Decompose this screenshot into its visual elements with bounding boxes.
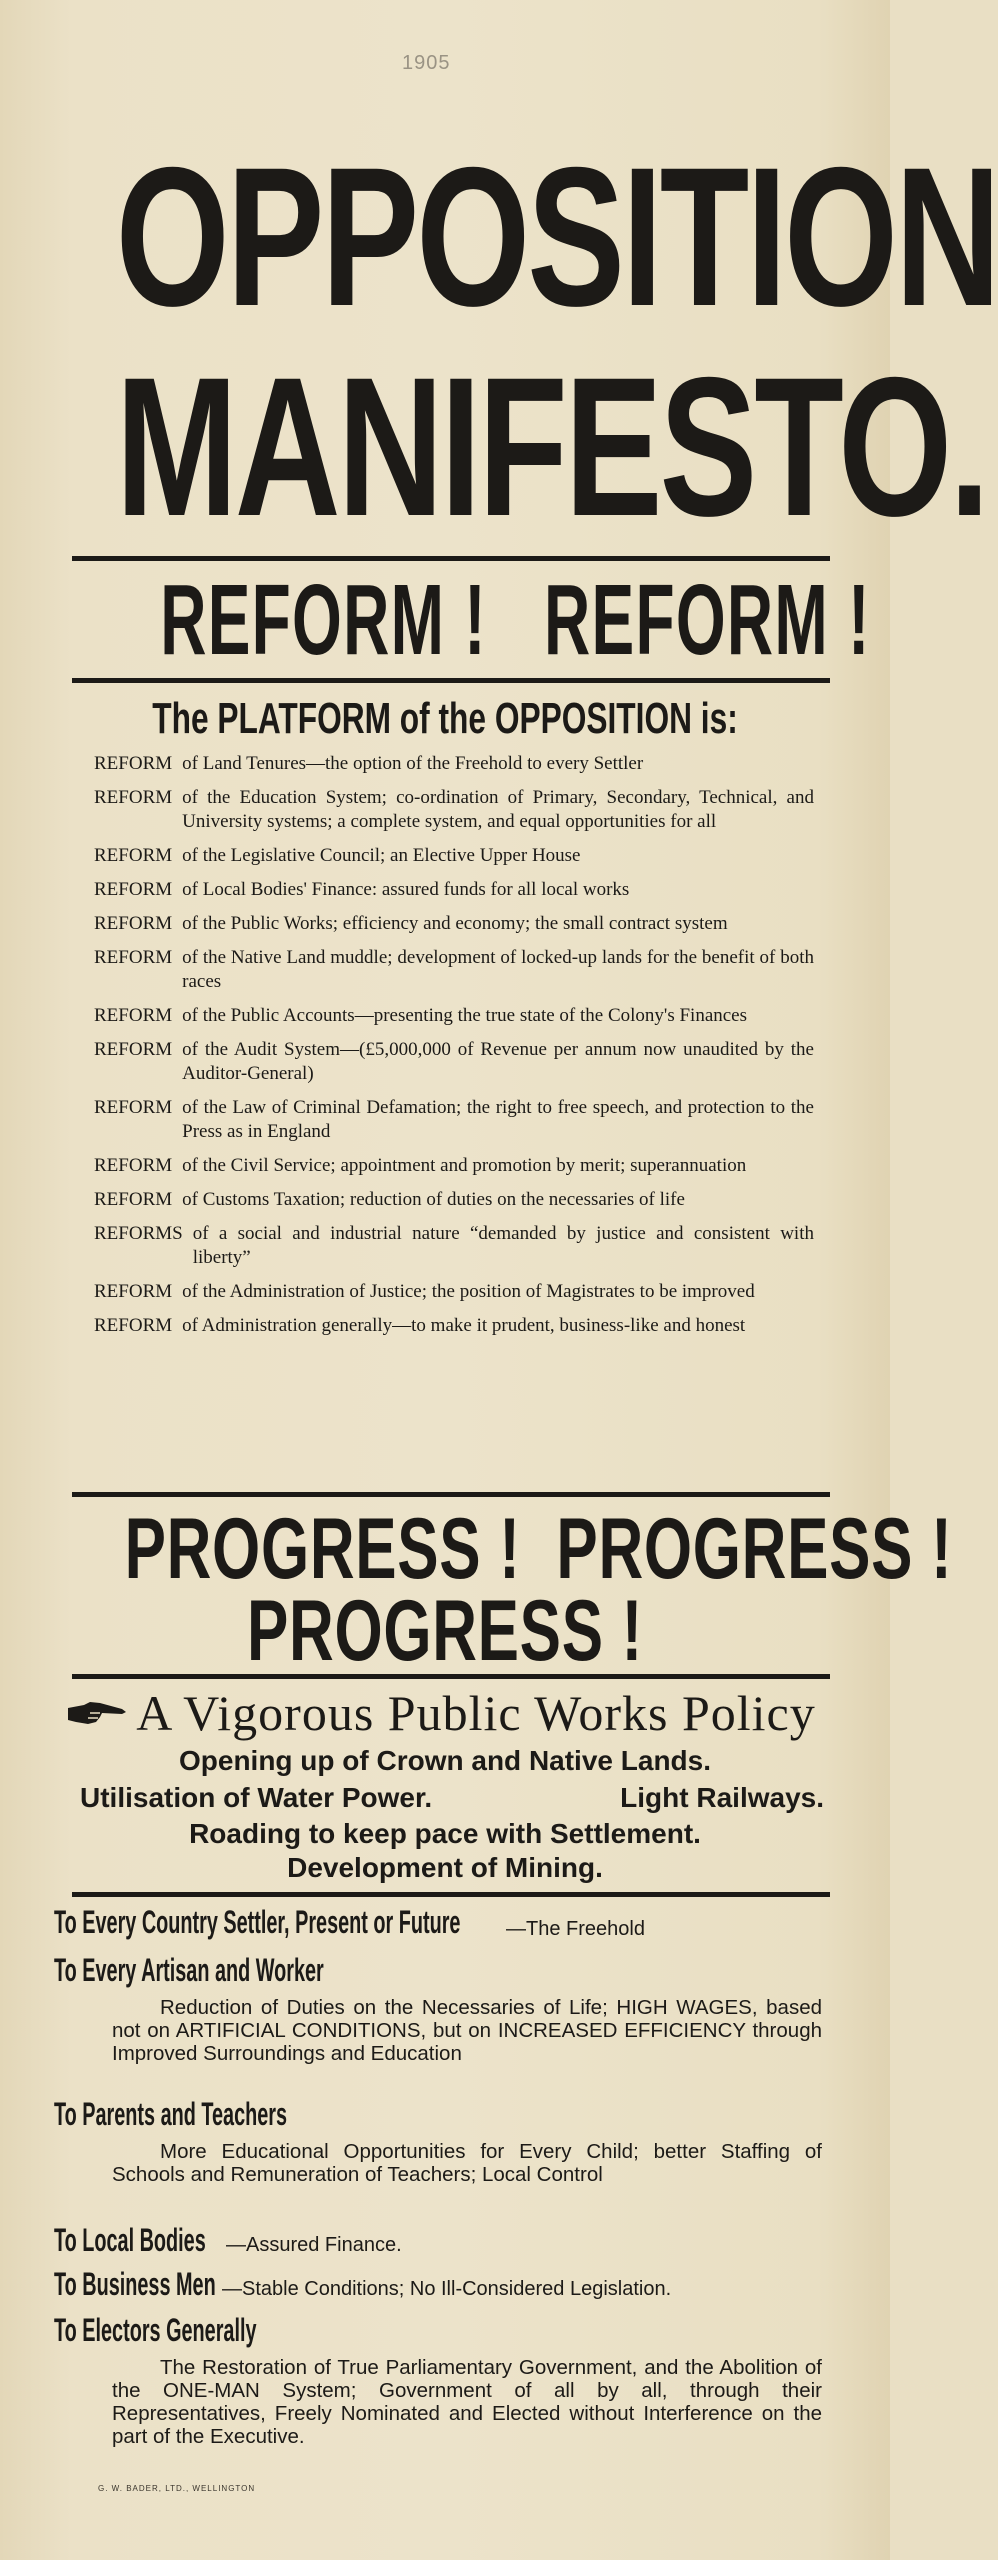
appeal-local-heading: To Local Bodies: [54, 2222, 206, 2258]
appeal-local-text: —Assured Finance.: [226, 2234, 402, 2256]
appeal-business-heading: To Business Men: [54, 2266, 216, 2302]
list-item: [94, 786, 814, 834]
appeal-parents-heading: To Parents and Teachers: [54, 2096, 288, 2132]
list-item: [94, 1314, 814, 1338]
policy-line-lands: Opening up of Crown and Native Lands.: [178, 1745, 711, 1776]
list-item: [94, 1004, 814, 1028]
progress-line-2: PROGRESS !: [246, 1583, 643, 1679]
plank-keyword: REFORM: [94, 1005, 173, 1026]
policy-line-mining: Development of Mining.: [287, 1852, 603, 1883]
rule-progress-top: [72, 1492, 830, 1497]
plank-text: of Local Bodies' Finance: assured funds for all local works: [182, 879, 630, 900]
list-item: [94, 1038, 814, 1086]
progress-line-1: PROGRESS ! PROGRESS !: [124, 1501, 953, 1597]
plank-keyword: REFORM: [94, 845, 173, 866]
plank-keyword: REFORM: [94, 1039, 173, 1060]
works-policy-heading-row: [56, 1684, 826, 1742]
policy-water-power: Utilisation of Water Power.: [80, 1782, 433, 1813]
rule-progress-bottom: [72, 1674, 830, 1679]
list-item: [94, 1280, 814, 1304]
policy-line-water-rail: [80, 1782, 824, 1814]
appeal-artisan-heading: To Every Artisan and Worker: [54, 1952, 324, 1988]
plank-keyword: REFORM: [94, 947, 173, 968]
plank-text: of the Native Land muddle; development of locked-up lands for the benefit of both races: [182, 947, 814, 992]
plank-keyword: REFORMS: [94, 1223, 183, 1244]
plank-text: of the Public Accounts—presenting the true state of the Colony's Finances: [182, 1005, 748, 1026]
printer-imprint: G. W. BADER, LTD., WELLINGTON: [98, 2484, 256, 2493]
list-item: [94, 1096, 814, 1144]
list-item: [94, 912, 814, 936]
plank-text: of the Audit System—(£5,000,000 of Revenue per annum now unaudited by the Auditor-General): [182, 1039, 814, 1084]
plank-keyword: REFORM: [94, 753, 173, 774]
list-item: [94, 844, 814, 868]
plank-keyword: REFORM: [94, 1315, 173, 1336]
list-item: [94, 1222, 814, 1270]
plank-keyword: REFORM: [94, 1281, 173, 1302]
list-item: [94, 946, 814, 994]
plank-text: of the Law of Criminal Defamation; the right to free speech, and protection to the Press as in England: [182, 1097, 814, 1142]
works-policy-heading: A Vigorous Public Works Policy: [136, 1685, 816, 1741]
title-line-1: OPPOSITION: [115, 126, 998, 347]
plank-keyword: REFORM: [94, 879, 173, 900]
plank-text: of Administration generally—to make it prudent, business-like and honest: [182, 1315, 746, 1336]
list-item: [94, 1188, 814, 1212]
plank-keyword: REFORM: [94, 787, 173, 808]
policy-line-roading: Roading to keep pace with Settlement.: [189, 1818, 701, 1849]
rule-reform: [72, 678, 830, 683]
reform-banner: REFORM ! REFORM !: [160, 564, 871, 676]
plank-text: of Customs Taxation; reduction of duties on the necessaries of life: [182, 1189, 685, 1210]
appeal-parents-text: More Educational Opportunities for Every Child; better Staffing of Schools and Remuneration of Teachers; Local Control: [112, 2140, 822, 2186]
plank-keyword: REFORM: [94, 1155, 173, 1176]
plank-text: of the Administration of Justice; the position of Magistrates to be improved: [182, 1281, 755, 1302]
list-item: [94, 878, 814, 902]
list-item: [94, 752, 814, 776]
plank-text: of Land Tenures—the option of the Freehold to every Settler: [182, 753, 644, 774]
platform-heading: The PLATFORM of the OPPOSITION is:: [152, 694, 738, 743]
rule-appeals: [72, 1892, 830, 1897]
plank-keyword: REFORM: [94, 1097, 173, 1118]
rule-top: [72, 556, 830, 561]
plank-text: of the Education System; co-ordination of Primary, Secondary, Technical, and University systems; a complete system, and equal opportunities for all: [182, 787, 814, 832]
list-item: [94, 1154, 814, 1178]
pointing-hand-icon: [66, 1699, 128, 1727]
appeal-electors-text: The Restoration of True Parliamentary Government, and the Abolition of the ONE-MAN System; Government of all by all, through their Representatives, Freely Nominated and Elected without Interference on the part of the Executive.: [112, 2356, 822, 2448]
policy-light-railways: Light Railways.: [620, 1782, 824, 1813]
appeal-settler-heading: To Every Country Settler, Present or Future: [54, 1904, 461, 1940]
title-line-2: MANIFESTO.: [115, 336, 987, 557]
appeal-business-text: —Stable Conditions; No Ill-Considered Legislation.: [222, 2278, 672, 2300]
plank-keyword: REFORM: [94, 1189, 173, 1210]
plank-keyword: REFORM: [94, 913, 173, 934]
appeal-artisan-text: Reduction of Duties on the Necessaries of Life; HIGH WAGES, based not on ARTIFICIAL CONDITIONS, but on INCREASED EFFICIENCY through Improved Surroundings and Education: [112, 1996, 822, 2065]
pencil-annotation: 1905: [402, 52, 451, 74]
platform-list: [94, 752, 814, 1348]
appeal-electors-heading: To Electors Generally: [54, 2312, 257, 2348]
plank-text: of the Public Works; efficiency and economy; the small contract system: [182, 913, 728, 934]
plank-text: of the Civil Service; appointment and promotion by merit; superannuation: [182, 1155, 747, 1176]
plank-text: of the Legislative Council; an Elective Upper House: [182, 845, 581, 866]
plank-text: of a social and industrial nature “demanded by justice and consistent with liberty”: [192, 1223, 814, 1268]
appeal-settler-text: —The Freehold: [506, 1918, 645, 1940]
